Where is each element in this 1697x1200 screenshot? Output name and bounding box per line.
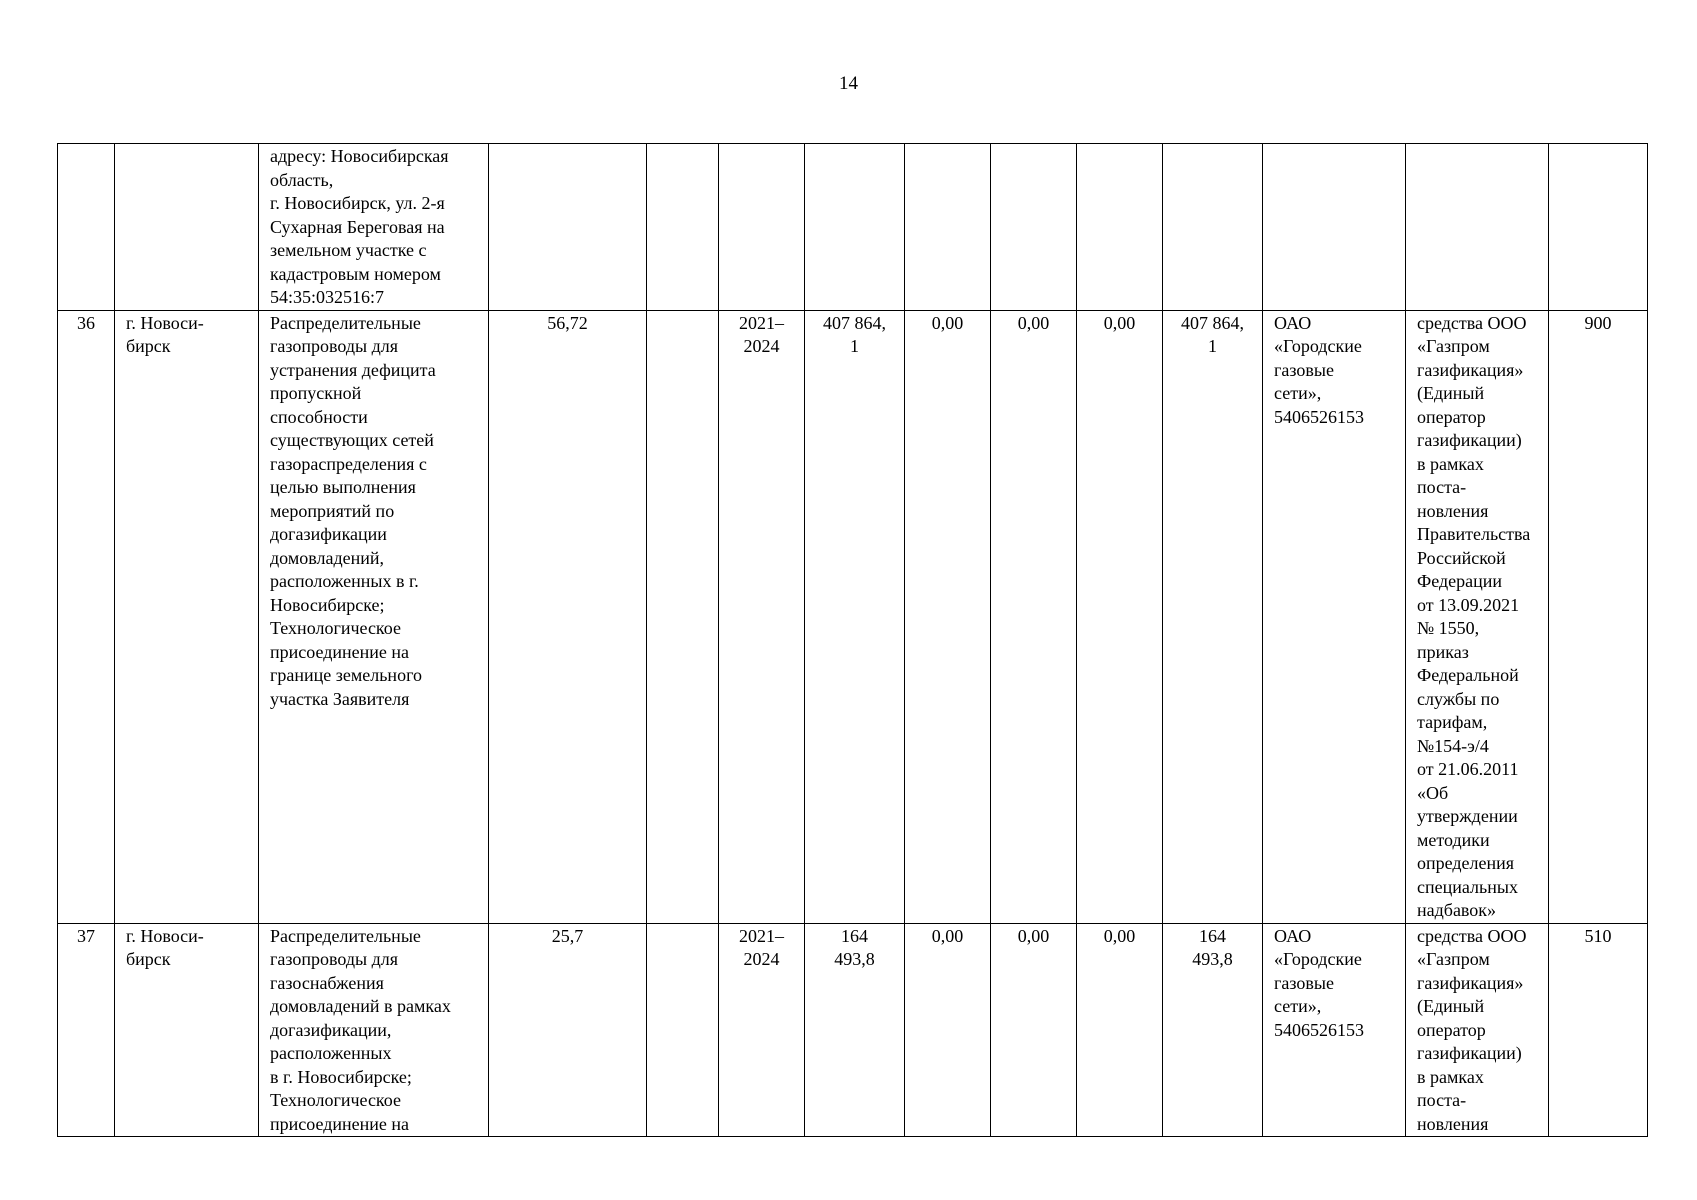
page-number: 14 <box>839 73 858 94</box>
organization-cell <box>1263 144 1406 311</box>
value-cell: 0,00 <box>905 923 991 1137</box>
value-cell: 164 493,8 <box>1163 923 1263 1137</box>
row-number <box>58 144 115 311</box>
organization-cell: ОАО «Городские газовые сети», 5406526153 <box>1263 923 1406 1137</box>
value-cell: 0,00 <box>991 923 1077 1137</box>
empty-cell <box>647 144 719 311</box>
city-cell <box>115 144 259 311</box>
table-row <box>58 923 1648 1137</box>
years-cell <box>719 144 805 311</box>
funding-cell <box>1406 144 1549 311</box>
row-number: 36 <box>58 310 115 923</box>
empty-cell <box>647 923 719 1137</box>
funding-cell: средства ООО «Газпром газификация» (Единый оператор газификации) в рамках поста- новления <box>1406 923 1549 1137</box>
last-value-cell <box>1549 144 1648 311</box>
data-table <box>57 143 1648 1137</box>
value-cell <box>905 144 991 311</box>
value-cell <box>1077 144 1163 311</box>
total-cell: 407 864, 1 <box>805 310 905 923</box>
row-number: 37 <box>58 923 115 1137</box>
value-cell: 0,00 <box>905 310 991 923</box>
table-row <box>58 310 1648 923</box>
city-cell: г. Новоси- бирск <box>115 923 259 1137</box>
years-cell: 2021– 2024 <box>719 923 805 1137</box>
value-cell: 0,00 <box>1077 310 1163 923</box>
funding-cell: средства ООО «Газпром газификация» (Единый оператор газификации) в рамках поста- новления Правительства Российской Федерации от 13.09.2021 № 1550, приказ Федеральной службы по тарифам, №154-э/4 от 21.06.2011 «Об утверждении методики определения специальных надбавок» <box>1406 310 1549 923</box>
total-cell: 164 493,8 <box>805 923 905 1137</box>
total-cell <box>805 144 905 311</box>
value-cell: 407 864, 1 <box>1163 310 1263 923</box>
value-cell <box>1163 144 1263 311</box>
empty-cell <box>647 310 719 923</box>
value-cell: 0,00 <box>1077 923 1163 1137</box>
length-cell: 25,7 <box>489 923 647 1137</box>
organization-cell: ОАО «Городские газовые сети», 5406526153 <box>1263 310 1406 923</box>
last-value-cell: 510 <box>1549 923 1648 1137</box>
length-cell: 56,72 <box>489 310 647 923</box>
value-cell <box>991 144 1077 311</box>
description-cell: адресу: Новосибирская область, г. Новосибирск, ул. 2-я Сухарная Береговая на земельном участке с кадастровым номером 54:35:032516:7 <box>259 144 489 311</box>
last-value-cell: 900 <box>1549 310 1648 923</box>
length-cell <box>489 144 647 311</box>
years-cell: 2021– 2024 <box>719 310 805 923</box>
table-row <box>58 144 1648 311</box>
description-cell: Распределительные газопроводы для газоснабжения домовладений в рамках догазификации, расположенных в г. Новосибирске; Технологическое присоединение на <box>259 923 489 1137</box>
city-cell: г. Новоси- бирск <box>115 310 259 923</box>
value-cell: 0,00 <box>991 310 1077 923</box>
description-cell: Распределительные газопроводы для устранения дефицита пропускной способности существующих сетей газораспределения с целью выполнения мероприятий по догазификации домовладений, расположенных в г. Новосибирске; Технологическое присоединение на границе земельного участка Заявителя <box>259 310 489 923</box>
